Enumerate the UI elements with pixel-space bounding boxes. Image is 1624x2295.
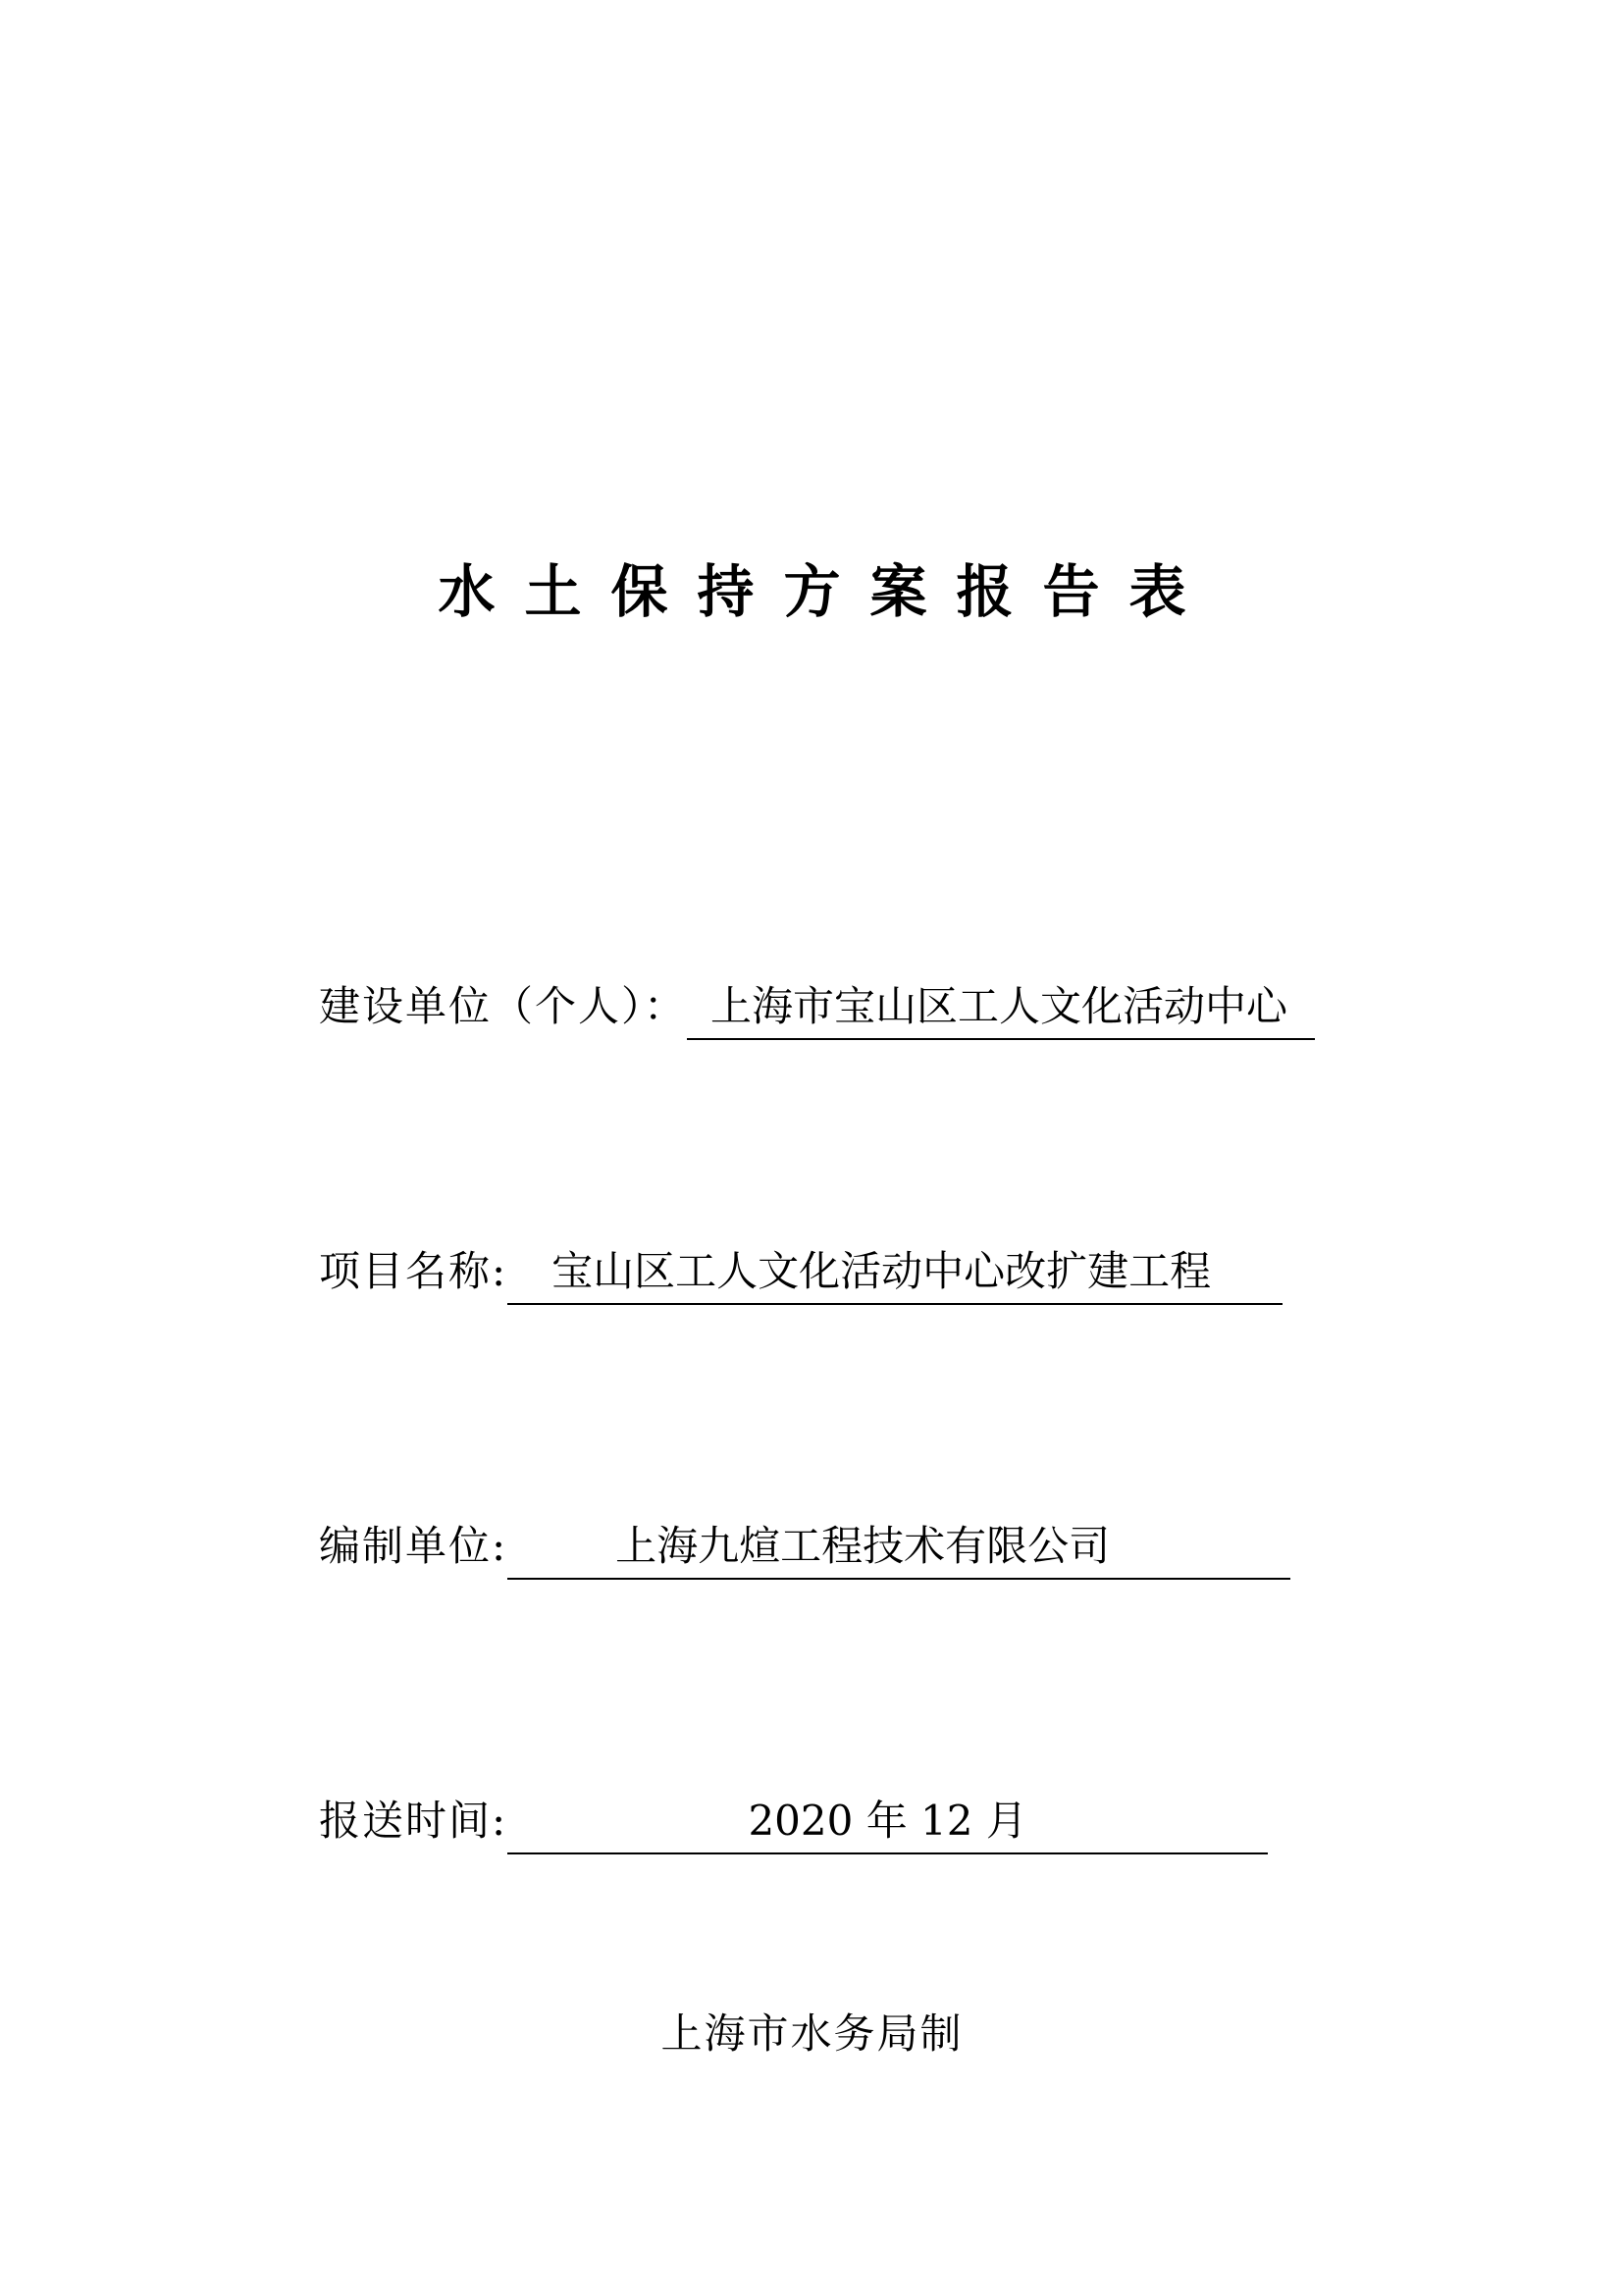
compiling-unit-field (319, 1511, 1290, 1580)
project-name-label: 项目名称: (319, 1247, 508, 1295)
construction-unit-label: 建设单位（个人）： (319, 982, 688, 1030)
construction-unit-field (319, 971, 1315, 1040)
project-name-value-line (507, 1244, 1283, 1305)
document-title: 水土保持方案报告表 (438, 558, 1216, 625)
construction-unit-value-line (687, 979, 1315, 1040)
submission-time-value: 2020 年 12 月 (748, 1797, 1027, 1845)
compiling-unit-value: 上海九煊工程技术有限公司 (615, 1522, 1111, 1570)
project-name-value: 宝山区工人文化活动中心改扩建工程 (551, 1247, 1212, 1295)
project-name-field (319, 1236, 1283, 1305)
issuing-authority: 上海市水务局制 (660, 2009, 964, 2058)
submission-time-label: 报送时间: (319, 1797, 508, 1845)
construction-unit-value: 上海市宝山区工人文化活动中心 (710, 982, 1288, 1030)
submission-time-value-line (507, 1794, 1268, 1854)
compiling-unit-value-line (507, 1519, 1290, 1580)
submission-time-field (319, 1786, 1268, 1854)
compiling-unit-label: 编制单位: (319, 1522, 508, 1570)
